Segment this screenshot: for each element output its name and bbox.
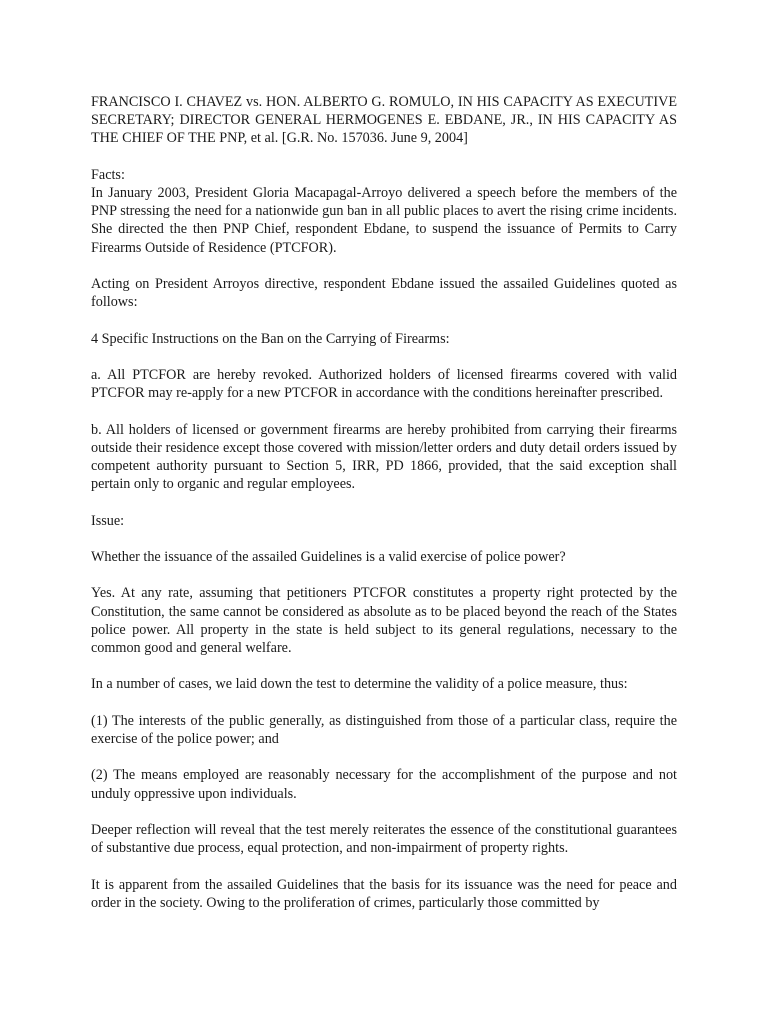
directive-paragraph: Acting on President Arroyos directive, respondent Ebdane issued the assailed Guidelines quoted as follows: bbox=[91, 276, 677, 311]
ruling-paragraph: Yes. At any rate, assuming that petitioners PTCFOR constitutes a property right protected by the Constitution, the same cannot be considered as absolute as to be placed beyond the reach of the States police power. All property in the state is held subject to its general regulations, necessary to the common good and general welfare. bbox=[91, 585, 677, 656]
instruction-b: b. All holders of licensed or government firearms are hereby prohibited from carrying their firearms outside their residence except those covered with mission/letter orders and duty detail orders issued by competent authority pursuant to Section 5, IRR, PD 1866, provided, that the said exception shall pertain only to organic and regular employees. bbox=[91, 421, 677, 493]
facts-heading: Facts: bbox=[91, 166, 125, 183]
case-title: FRANCISCO I. CHAVEZ vs. HON. ALBERTO G. ROMULO, IN HIS CAPACITY AS EXECUTIVE SECRETARY; DIRECTOR GENERAL HERMOGENES E. EBDANE, JR., IN HIS CAPACITY AS THE CHIEF OF THE PNP, et al. [G.R. No. 157036. June 9, 2004] bbox=[91, 94, 677, 147]
test-item-1: (1) The interests of the public generally, as distinguished from those of a particular class, require the exercise of the police power; and bbox=[91, 712, 677, 747]
facts-paragraph: In January 2003, President Gloria Macapagal-Arroyo delivered a speech before the members of the PNP stressing the need for a nationwide gun ban in all public places to avert the rising crime incidents. She directed the then PNP Chief, respondent Ebdane, to suspend the issuance of Permits to Carry Firearms Outside of Residence (PTCFOR). bbox=[91, 185, 677, 256]
instruction-a: a. All PTCFOR are hereby revoked. Authorized holders of licensed firearms covered with valid PTCFOR may re-apply for a new PTCFOR in accordance with the conditions hereinafter prescribed. bbox=[91, 366, 677, 402]
test-intro-paragraph: In a number of cases, we laid down the test to determine the validity of a police measure, thus: bbox=[91, 676, 628, 693]
issue-question: Whether the issuance of the assailed Guidelines is a valid exercise of police power? bbox=[91, 548, 566, 565]
instructions-heading: 4 Specific Instructions on the Ban on the Carrying of Firearms: bbox=[91, 330, 450, 347]
test-item-2: (2) The means employed are reasonably necessary for the accomplishment of the purpose and not unduly oppressive upon individuals. bbox=[91, 767, 677, 802]
basis-paragraph: It is apparent from the assailed Guidelines that the basis for its issuance was the need for peace and order in the society. Owing to the proliferation of crimes, particularly those committed by bbox=[91, 876, 677, 911]
document-body bbox=[91, 93, 677, 912]
reflection-paragraph: Deeper reflection will reveal that the test merely reiterates the essence of the constitutional guarantees of substantive due process, equal protection, and non-impairment of property rights. bbox=[91, 821, 677, 857]
issue-heading: Issue: bbox=[91, 512, 125, 529]
